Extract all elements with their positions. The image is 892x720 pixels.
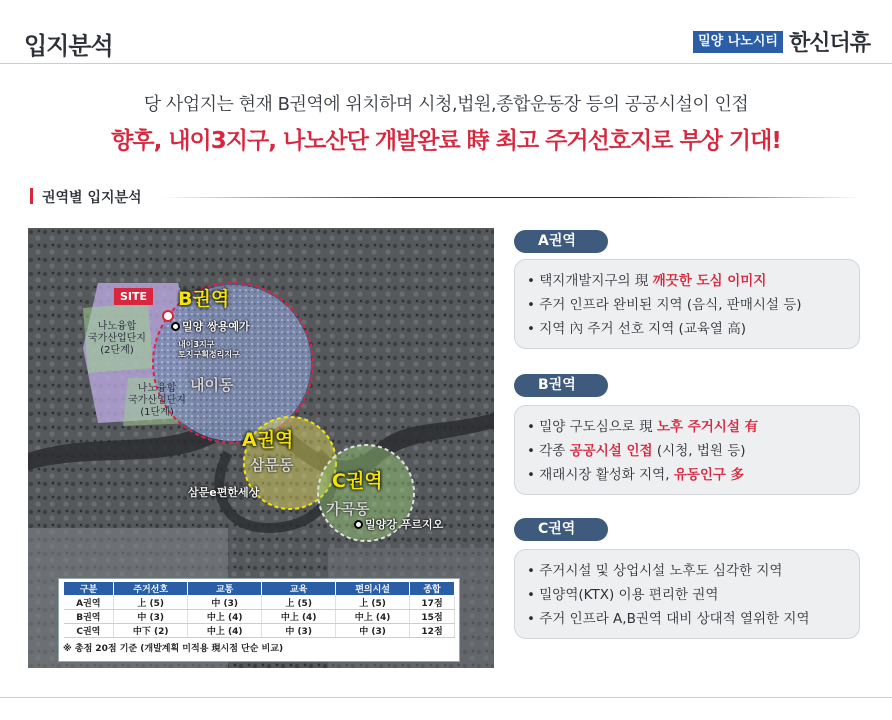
table-row xyxy=(64,610,455,624)
list-item: • 주거 인프라 완비된 지역 (음식, 판매시설 등) xyxy=(527,297,802,313)
score-header-cell: 주거선호 xyxy=(114,582,188,596)
brand-logo xyxy=(693,26,870,57)
table-cell: 中下 (2) xyxy=(114,624,188,638)
score-header-cell: 교통 xyxy=(188,582,262,596)
zone-c-map-label: C권역 xyxy=(332,470,383,492)
location-dot-icon xyxy=(171,322,180,331)
headline-summary: 당 사업지는 현재 B권역에 위치하며 시청,법원,종합운동장 등의 공공시설이 인접 xyxy=(143,94,749,115)
bullet-text: 밀양역(KTX) 이용 편리한 권역 xyxy=(539,587,719,603)
section-divider xyxy=(160,197,860,198)
zone-c-tab: C권역 xyxy=(514,518,608,541)
footer-divider xyxy=(0,697,892,698)
table-cell: 中 (3) xyxy=(262,624,336,638)
site-tag: SITE xyxy=(114,288,153,305)
bullet-text: 주거시설 및 상업시설 노후도 심각한 지역 xyxy=(539,563,783,579)
bullet-highlight: 노후 주거시설 有 xyxy=(656,419,759,435)
table-cell: 中 (3) xyxy=(188,596,262,610)
poi-naei3-sub-label: 토지구획정리지구 xyxy=(178,350,240,359)
zone-b-tab: B권역 xyxy=(514,374,608,397)
zone-a-tab: A권역 xyxy=(514,230,608,253)
bullet-text: 주거 인프라 A,B권역 대비 상대적 열위한 지역 xyxy=(539,611,810,627)
area-nano-stage1-line: 국가산업단지 xyxy=(128,395,186,406)
bullet-text: 각종 xyxy=(539,443,570,459)
bullet-text: 밀양 구도심으로 現 xyxy=(539,419,657,435)
score-table-panel xyxy=(58,578,460,662)
bullet-text: (시청, 법원 등) xyxy=(652,443,746,459)
page-title: 입지분석 xyxy=(24,32,113,60)
area-nano-stage2-line: 국가산업단지 xyxy=(88,333,146,344)
poi-ssangyong xyxy=(171,318,250,334)
list-item: • 재래시장 활성화 지역, 유동인구 多 xyxy=(527,467,745,483)
zone-a-panel xyxy=(514,259,860,349)
list-item: • 밀양역(KTX) 이용 편리한 권역 xyxy=(527,587,719,603)
poi-sammun-e xyxy=(188,484,259,500)
poi-milyang-gang xyxy=(354,516,443,532)
table-cell: 上 (5) xyxy=(114,596,188,610)
list-item: • 주거 인프라 A,B권역 대비 상대적 열위한 지역 xyxy=(527,611,810,627)
list-item: • 밀양 구도심으로 現 노후 주거시설 有 xyxy=(527,419,759,435)
poi-milyang-gang-label: 밀양강 푸르지오 xyxy=(365,518,444,531)
area-nano-stage1-line: (1단계) xyxy=(140,407,174,418)
score-header-cell: 편의시설 xyxy=(336,582,410,596)
score-header-cell: 교육 xyxy=(262,582,336,596)
table-cell: 中上 (4) xyxy=(336,610,410,624)
area-nano-stage2-line: (2단계) xyxy=(100,345,134,356)
list-item: • 택지개발지구의 現 깨끗한 도심 이미지 xyxy=(527,273,767,289)
zone-c-panel xyxy=(514,549,860,639)
page-header xyxy=(0,0,892,64)
poi-sammun-e-label: 삼문e편한세상 xyxy=(188,486,260,499)
brand-badge: 밀양 나노시티 xyxy=(693,31,783,53)
brand-name: 한신더휴 xyxy=(788,31,870,56)
dong-naei-label: 내이동 xyxy=(190,376,234,394)
table-cell: 上 (5) xyxy=(262,596,336,610)
bullet-highlight: 유동인구 多 xyxy=(673,467,745,483)
section-title: 권역별 입지분석 xyxy=(42,190,142,206)
table-cell: 中上 (4) xyxy=(262,610,336,624)
bullet-highlight: 깨끗한 도심 이미지 xyxy=(652,273,767,289)
area-nano-stage1 xyxy=(128,383,186,419)
table-cell: 中 (3) xyxy=(336,624,410,638)
table-cell: B권역 xyxy=(64,610,114,624)
score-header-cell: 구분 xyxy=(64,582,114,596)
poi-naei3-label: 내이3지구 xyxy=(178,340,215,349)
table-cell: 中上 (4) xyxy=(188,624,262,638)
area-nano-stage2 xyxy=(88,321,146,357)
zone-a-map-label: A권역 xyxy=(242,429,294,451)
dong-gagok-label: 가곡동 xyxy=(326,500,370,518)
table-cell: A권역 xyxy=(64,596,114,610)
poi-ssangyong-label: 밀양 쌍용예가 xyxy=(182,320,250,333)
list-item: • 각종 공공시설 인접 (시청, 법원 등) xyxy=(527,443,746,459)
table-cell: 中上 (4) xyxy=(188,610,262,624)
location-dot-icon xyxy=(354,520,363,529)
bullet-highlight: 공공시설 인접 xyxy=(569,443,653,459)
section-marker xyxy=(30,188,33,204)
zone-b-map-label: B권역 xyxy=(178,288,230,310)
table-cell: 上 (5) xyxy=(336,596,410,610)
area-nano-stage2-line: 나노융합 xyxy=(97,321,137,332)
score-table-note: ※ 총점 20점 기준 (개발계획 미적용 現시점 단순 비교) xyxy=(63,644,284,654)
bullet-text: 지역 內 주거 선호 지역 (교육열 高) xyxy=(539,321,746,337)
table-cell: C권역 xyxy=(64,624,114,638)
table-cell: 中 (3) xyxy=(114,610,188,624)
score-table xyxy=(63,581,455,638)
poi-naei3 xyxy=(178,340,240,360)
area-nano-stage1-line: 나노융합 xyxy=(137,383,177,394)
headline-highlight: 향후, 내이3지구, 나노산단 개발완료 時 최고 주거선호지로 부상 기대! xyxy=(111,128,781,154)
bullet-text: 택지개발지구의 現 xyxy=(539,273,653,289)
score-header-cell: 종합 xyxy=(410,582,455,596)
bullet-text: 재래시장 활성화 지역, xyxy=(539,467,674,483)
list-item: • 지역 內 주거 선호 지역 (교육열 高) xyxy=(527,321,746,337)
table-row xyxy=(64,624,455,638)
list-item: • 주거시설 및 상업시설 노후도 심각한 지역 xyxy=(527,563,783,579)
table-row xyxy=(64,596,455,610)
score-table-header-row xyxy=(64,582,455,596)
zone-b-panel xyxy=(514,405,860,495)
table-cell: 12점 xyxy=(410,624,455,638)
bullet-text: 주거 인프라 완비된 지역 (음식, 판매시설 등) xyxy=(539,297,802,313)
table-cell: 15점 xyxy=(410,610,455,624)
dong-sammun-label: 삼문동 xyxy=(250,456,294,474)
table-cell: 17점 xyxy=(410,596,455,610)
